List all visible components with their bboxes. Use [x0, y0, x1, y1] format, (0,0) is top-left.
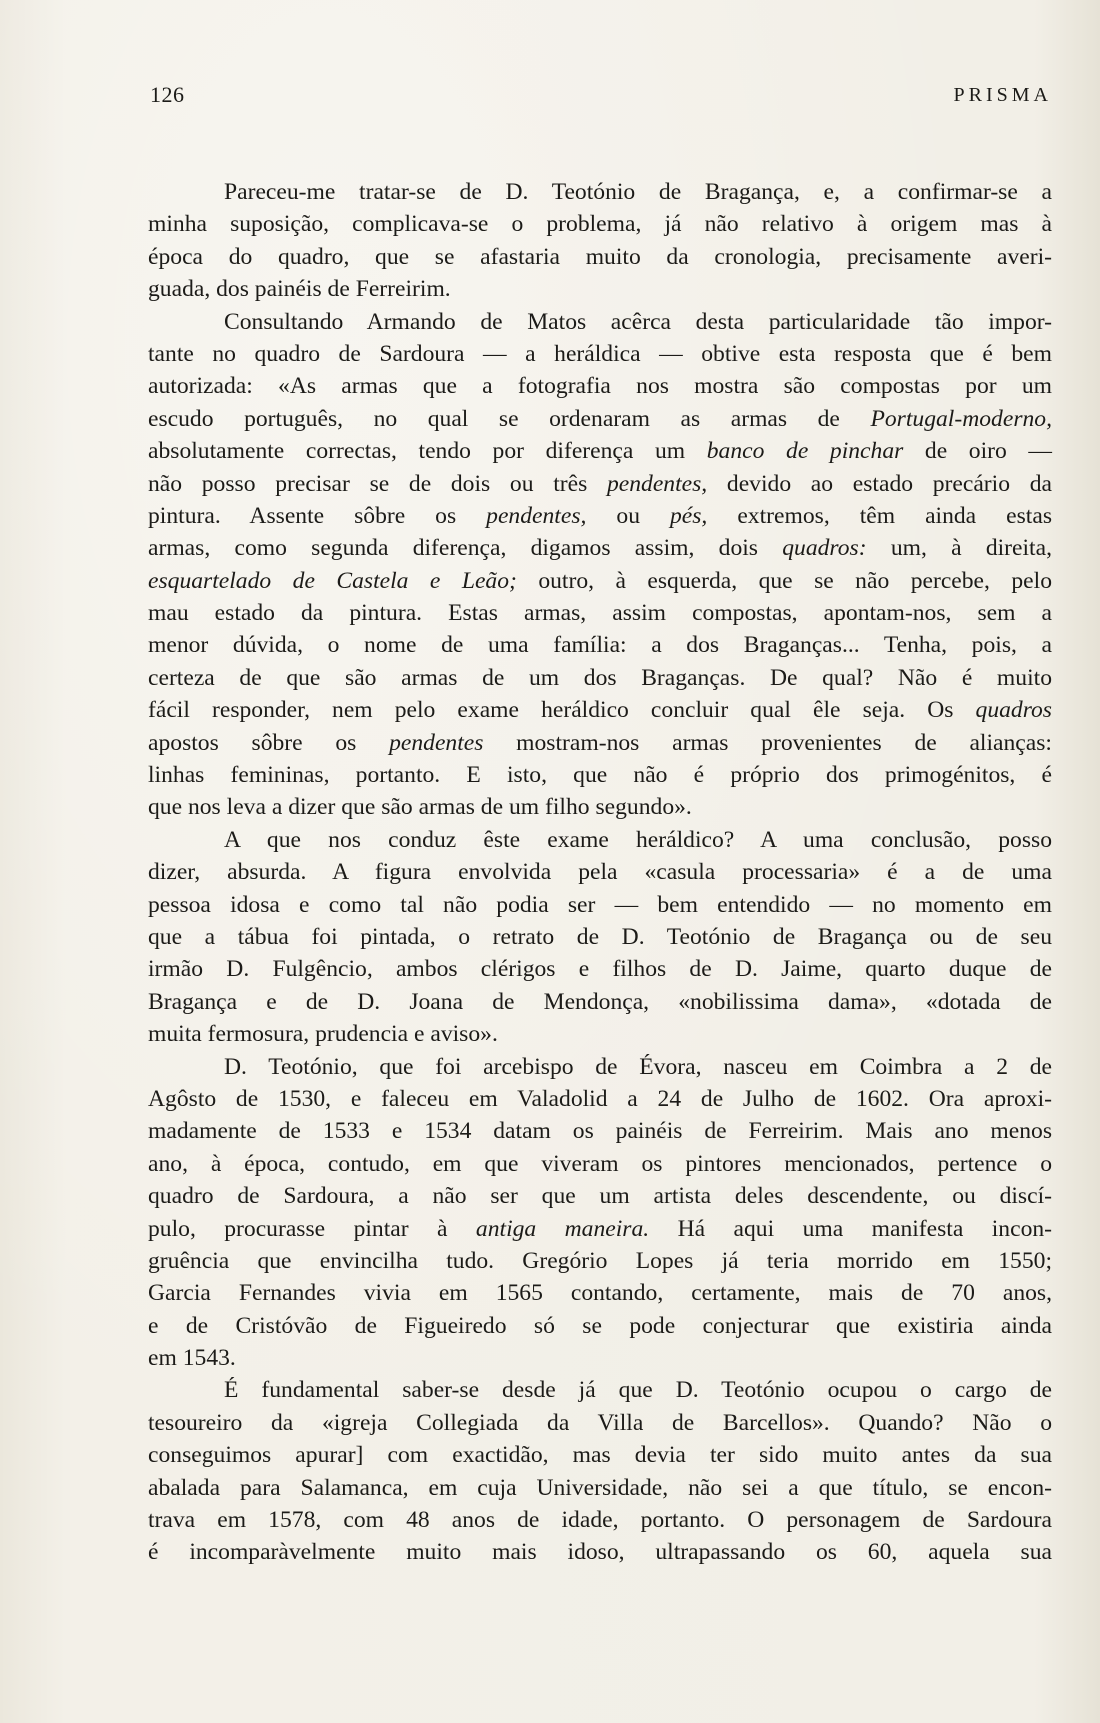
text-run: um, à direita, — [866, 535, 1052, 562]
text-run: Há aqui uma manifesta incon- — [649, 1215, 1053, 1242]
text-run: Pareceu-me tratar-se de D. Teotónio de Bragança, e, a confirmar-se a — [224, 179, 1052, 205]
text-run: dizer, absurda. A figura envolvida pela «casula processaria» é a de uma — [148, 859, 1052, 886]
italic-text-run: pendentes, — [486, 502, 587, 529]
text-line — [148, 208, 1052, 240]
text-line — [148, 856, 1052, 888]
text-run: pintura. Assente sôbre os — [148, 502, 487, 529]
paragraph — [148, 1374, 1052, 1568]
text-line — [148, 694, 1052, 726]
text-run: outro, à esquerda, que se não percebe, pelo — [516, 567, 1052, 594]
text-line — [148, 435, 1052, 467]
text-line — [148, 532, 1052, 564]
text-line — [148, 953, 1052, 985]
text-run: Bragança e de D. Joana de Mendonça, «nobilissima dama», «dotada de — [148, 988, 1052, 1015]
journal-title: PRISMA — [953, 84, 1052, 106]
text-run: absolutamente correctas, tendo por diferença um — [148, 438, 707, 465]
text-run: época do quadro, que se afastaria muito da cronologia, precisamente averi- — [148, 243, 1052, 270]
text-run: devido ao estado precário da — [707, 470, 1052, 497]
text-line — [148, 1504, 1052, 1536]
italic-text-run: pendentes, — [606, 470, 708, 497]
text-line — [148, 889, 1052, 921]
text-run: mau estado da pintura. Estas armas, assim compostas, apontam-nos, sem a — [148, 600, 1052, 627]
text-line — [148, 1407, 1052, 1439]
paragraph — [148, 1051, 1052, 1375]
text-run: tesoureiro da «igreja Collegiada da Villa de Barcellos». Quando? Não o — [148, 1409, 1052, 1436]
text-line — [148, 986, 1052, 1018]
text-run: linhas femininas, portanto. E isto, que não é próprio dos primogénitos, é — [148, 762, 1052, 789]
text-line — [148, 1180, 1052, 1212]
text-run: minha suposição, complicava-se o problema, já não relativo à origem mas à — [148, 211, 1052, 238]
text-run: pulo, procurasse pintar à — [148, 1215, 476, 1242]
text-line — [148, 1148, 1052, 1180]
text-line — [148, 1245, 1052, 1277]
text-line — [148, 1310, 1052, 1342]
paragraph — [148, 176, 1052, 306]
text-line — [148, 306, 1052, 338]
italic-text-run: banco de pinchar — [706, 438, 904, 465]
text-run: que a tábua foi pintada, o retrato de D. Teotónio de Bragança ou de seu — [148, 923, 1052, 950]
text-run: muita fermosura, prudencia e aviso». — [148, 1021, 498, 1048]
text-run: menor dúvida, o nome de uma família: a dos Braganças... Tenha, pois, a — [148, 632, 1052, 659]
text-run: irmão D. Fulgêncio, ambos clérigos e filhos de D. Jaime, quarto duque de — [148, 956, 1052, 983]
text-line — [148, 921, 1052, 953]
italic-text-run: quadros — [975, 697, 1052, 724]
text-line — [148, 1277, 1052, 1309]
text-line — [148, 468, 1052, 500]
text-line — [148, 662, 1052, 694]
text-line — [148, 1439, 1052, 1471]
text-run: guada, dos painéis de Ferreirim. — [148, 276, 451, 303]
text-run: pessoa idosa e como tal não podia ser — bem entendido — no momento em — [148, 891, 1052, 918]
text-line — [148, 727, 1052, 759]
text-line — [148, 759, 1052, 791]
text-run: que nos leva a dizer que são armas de um filho segundo». — [148, 794, 692, 821]
text-line — [148, 273, 1052, 305]
text-line — [148, 338, 1052, 370]
text-run: armas, como segunda diferença, digamos assim, dois — [148, 535, 783, 562]
text-run: de oiro — — [903, 438, 1052, 465]
text-run: é incomparàvelmente muito mais idoso, ultrapassando os 60, aquela sua — [148, 1539, 1052, 1566]
text-line — [148, 791, 1052, 823]
text-run: ou — [586, 502, 670, 529]
text-line — [148, 241, 1052, 273]
text-line — [148, 370, 1052, 402]
text-run: abalada para Salamanca, em cuja Universidade, não sei a que título, se encon- — [148, 1474, 1052, 1501]
paragraph — [148, 306, 1052, 824]
italic-text-run: esquartelado de Castela e Leão; — [148, 567, 517, 594]
text-line — [148, 1213, 1052, 1245]
text-run: ano, à época, contudo, em que viveram os pintores mencionados, pertence o — [148, 1150, 1052, 1177]
text-run: apostos sôbre os — [148, 729, 390, 756]
text-run: Garcia Fernandes vivia em 1565 contando, certamente, mais de 70 anos, — [148, 1280, 1052, 1307]
text-run: extremos, têm ainda estas — [707, 502, 1053, 529]
text-line — [148, 1536, 1052, 1568]
text-run: escudo português, no qual se ordenaram as armas de — [148, 405, 871, 432]
text-line — [148, 500, 1052, 532]
text-run: É fundamental saber-se desde já que D. Teotónio ocupou o cargo de — [224, 1377, 1052, 1404]
text-line — [148, 629, 1052, 661]
italic-text-run: pés, — [669, 502, 708, 529]
text-line — [148, 824, 1052, 856]
text-run: não posso precisar se de dois ou três — [148, 470, 607, 497]
italic-text-run: pendentes — [389, 729, 484, 756]
text-run: gruência que envincilha tudo. Gregório Lopes já teria morrido em 1550; — [148, 1247, 1052, 1274]
italic-text-run: Portugal-moderno, — [870, 405, 1052, 432]
text-run: Agôsto de 1530, e faleceu em Valadolid a 24 de Julho de 1602. Ora aproxi- — [148, 1085, 1052, 1112]
running-head — [150, 82, 1052, 112]
text-line — [148, 1083, 1052, 1115]
text-line — [148, 1472, 1052, 1504]
text-run: mostram-nos armas provenientes de alianças: — [483, 729, 1052, 756]
text-run: trava em 1578, com 48 anos de idade, portanto. O personagem de Sardoura — [148, 1507, 1052, 1534]
text-run: conseguimos apurar] com exactidão, mas devia ter sido muito antes da sua — [148, 1442, 1052, 1469]
text-line — [148, 1115, 1052, 1147]
text-run: madamente de 1533 e 1534 datam os painéis de Ferreirim. Mais ano menos — [148, 1118, 1052, 1145]
text-line — [148, 597, 1052, 629]
text-line — [148, 403, 1052, 435]
text-run: certeza de que são armas de um dos Braganças. De qual? Não é muito — [148, 664, 1052, 691]
text-line — [148, 565, 1052, 597]
body-text — [148, 176, 1052, 1569]
text-line — [148, 1374, 1052, 1406]
page-number: 126 — [150, 82, 185, 107]
text-line — [148, 1342, 1052, 1374]
paragraph — [148, 824, 1052, 1051]
text-run: e de Cristóvão de Figueiredo só se pode conjecturar que existiria ainda — [148, 1312, 1052, 1339]
text-run: tante no quadro de Sardoura — a heráldica — obtive esta resposta que é bem — [148, 340, 1052, 367]
text-line — [148, 176, 1052, 208]
italic-text-run: antiga maneira. — [475, 1215, 650, 1242]
text-line — [148, 1051, 1052, 1083]
italic-text-run: quadros: — [782, 535, 867, 562]
text-run: Consultando Armando de Matos acêrca desta particularidade tão impor- — [224, 308, 1052, 335]
text-run: autorizada: «As armas que a fotografia nos mostra são compostas por um — [148, 373, 1052, 400]
text-line — [148, 1018, 1052, 1050]
text-run: A que nos conduz êste exame heráldico? A uma conclusão, posso — [224, 826, 1052, 853]
text-run: D. Teotónio, que foi arcebispo de Évora, nasceu em Coimbra a 2 de — [224, 1053, 1052, 1080]
text-run: fácil responder, nem pelo exame heráldico concluir qual êle seja. Os — [148, 697, 976, 724]
text-run: quadro de Sardoura, a não ser que um artista deles descendente, ou discí- — [148, 1183, 1052, 1210]
text-run: em 1543. — [148, 1345, 236, 1372]
